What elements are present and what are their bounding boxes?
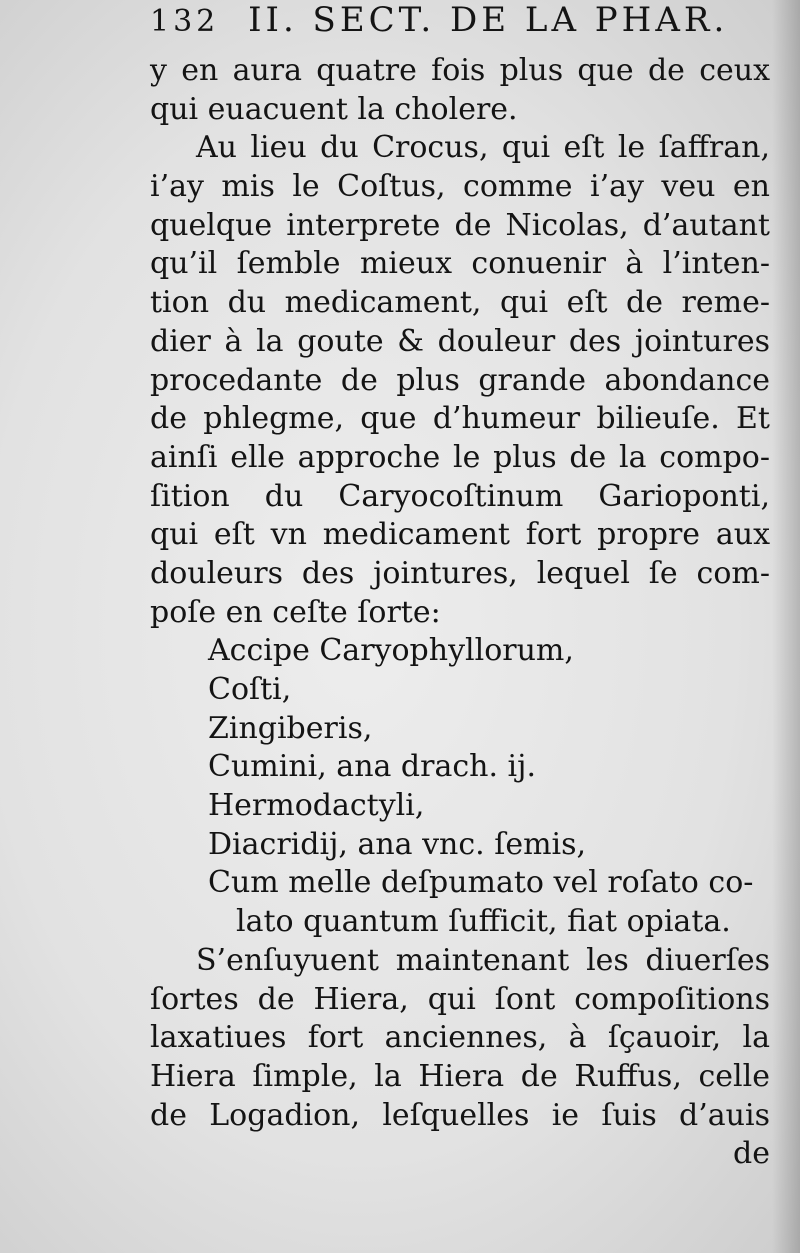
recipe-line: Cum melle deſpumato vel roſato co- [208,865,754,901]
text-line: i’ay mis le Coſtus, comme i’ay veu en [150,169,770,205]
text-line: de phlegme, que d’humeur bilieuſe. Et [150,401,770,437]
text-line: laxatiues fort anciennes, à ſçauoir, la [150,1020,770,1056]
text-line: qui euacuent la cholere. [150,91,518,127]
text-line: de Logadion, leſquelles ie ſuis d’auis [150,1097,770,1133]
catchword: de [733,1136,770,1172]
page-number: 132 [150,4,220,39]
text-line: qui eſt vn medicament fort propre aux [150,517,770,553]
text-line: procedante de plus grande abondance [150,362,770,398]
recipe-line: Hermodactyli, [208,788,425,824]
recipe-line: lato quantum ſufficit, fiat opiata. [236,904,731,940]
recipe-line: Zingiberis, [208,710,373,746]
recipe-line: Diacridij, ana vnc. ſemis, [208,826,587,862]
text-line: douleurs des jointures, lequel ſe com- [150,555,770,591]
text-line: Hiera ſimple, la Hiera de Ruffus, celle [150,1058,770,1094]
running-head-title: II. SECT. DE LA PHAR. [248,0,729,40]
text-line: Au lieu du Crocus, qui eſt le ſaffran, [196,130,770,166]
text-line: qu’il ſemble mieux conuenir à l’inten- [150,246,770,282]
text-line: ſortes de Hiera, qui ſont compoſitions [150,981,770,1017]
body-text [150,52,770,1174]
page-edge-shadow [772,0,800,1253]
text-line: S’enſuyuent maintenant les diuerſes [196,942,770,978]
text-line: y en aura quatre fois plus que de ceux [150,53,770,88]
recipe-line: Accipe Caryophyllorum, [208,633,574,669]
recipe-line: Cumini, ana drach. ij. [208,749,536,785]
text-line: ainſi elle approche le plus de la compo- [150,439,770,475]
text-line: ſition du Caryocoſtinum Garioponti, [150,478,770,514]
running-head [150,0,790,50]
text-line: dier à la goute & douleur des jointures [150,323,770,359]
recipe-line: Coſti, [208,672,292,707]
text-line: quelque interprete de Nicolas, d’autant [150,207,770,243]
text-line: tion du medicament, qui eſt de reme- [150,285,770,321]
text-line: poſe en ceſte ſorte: [150,594,441,630]
